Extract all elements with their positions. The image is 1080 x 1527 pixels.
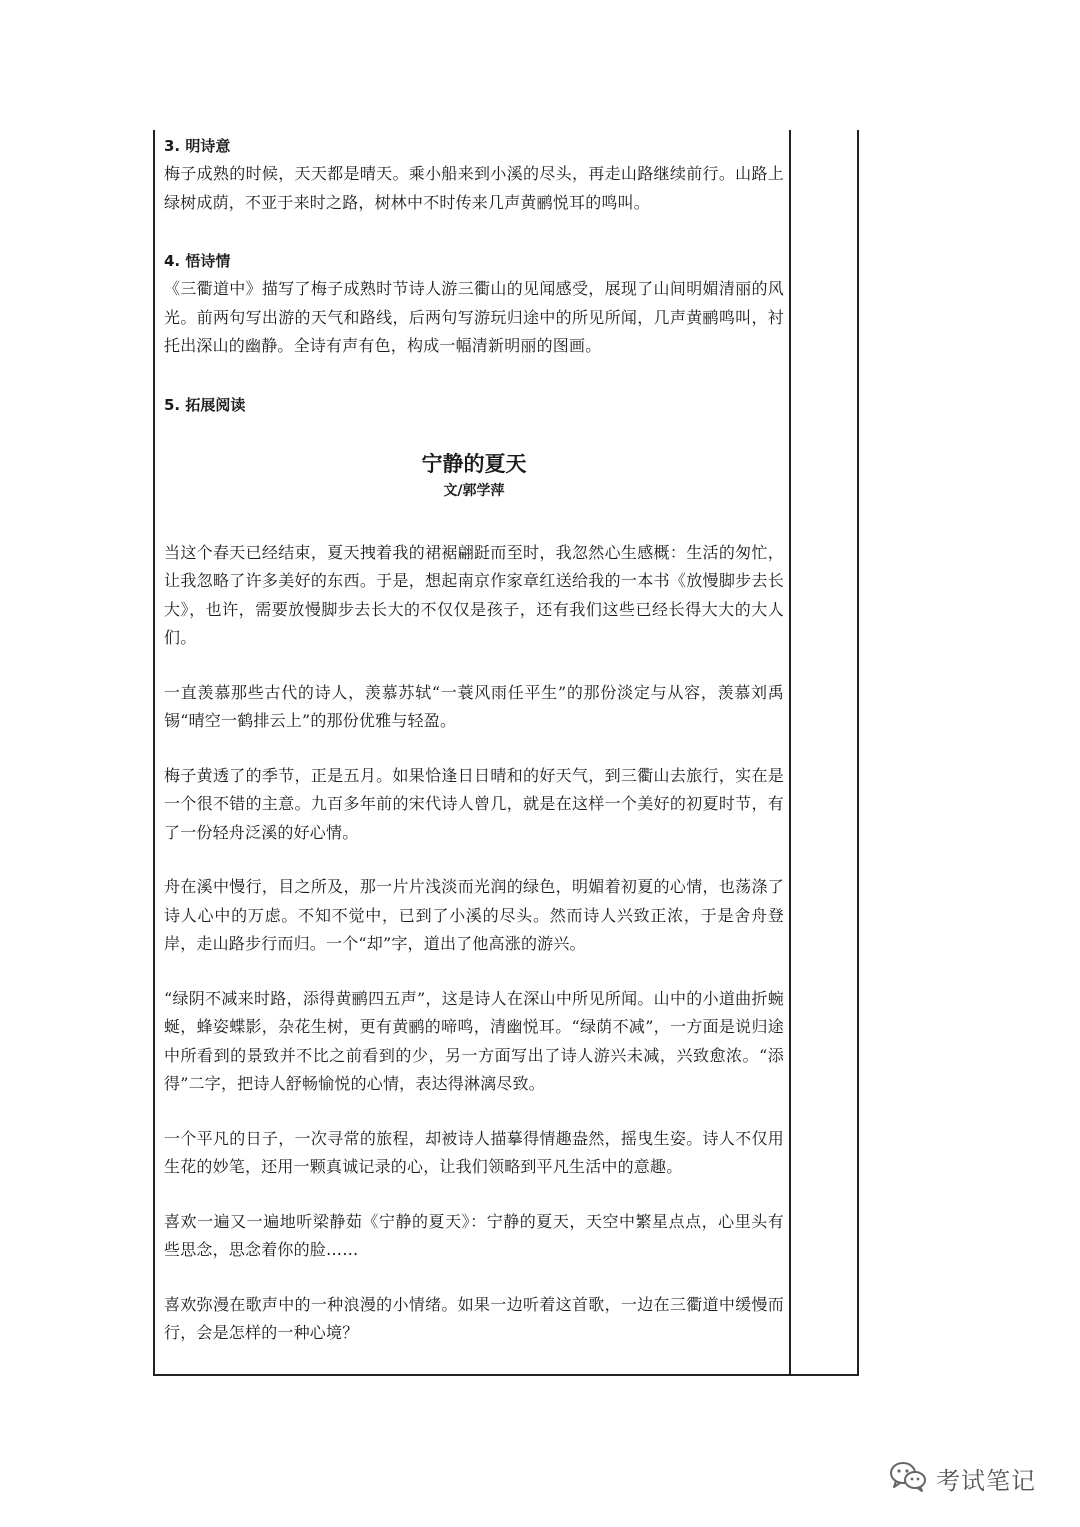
document-content <box>164 132 784 1348</box>
article-paragraph: 梅子黄透了的季节，正是五月。如果恰逢日日晴和的好天气，到三衢山去旅行，实在是一个很不错的主意。九百多年前的宋代诗人曾几，就是在这样一个美好的初夏时节，有了一份轻舟泛溪的好心情。 <box>164 765 784 842</box>
section-heading: 3. 明诗意 <box>164 137 231 155</box>
paragraph: 《三衢道中》描写了梅子成熟时节诗人游三衢山的见闻感受，展现了山间明媚清丽的风光。前两句写出游的天气和路线，后两句写游玩归途中的所见所闻，几声黄鹂鸣叫，衬托出深山的幽静。全诗有声有色，构成一幅清新明丽的图画。 <box>164 279 784 355</box>
article-paragraph: 一个平凡的日子，一次寻常的旅程，却被诗人描摹得情趣盎然，摇曳生姿。诗人不仅用生花的妙笔，还用一颗真诚记录的心，让我们领略到平凡生活中的意趣。 <box>164 1128 784 1176</box>
article-paragraph: 喜欢弥漫在歌声中的一种浪漫的小情绪。如果一边听着这首歌，一边在三衢道中缓慢而行，会是怎样的一种心境？ <box>164 1294 784 1342</box>
article-paragraph: 一直羡慕那些古代的诗人，羡慕苏轼“一蓑风雨任平生”的那份淡定与从容，羡慕刘禹锡“晴空一鹤排云上”的那份优雅与轻盈。 <box>164 682 784 730</box>
article <box>164 449 784 1348</box>
section-5 <box>164 391 784 419</box>
article-author: 文/郭学萍 <box>443 482 505 499</box>
article-paragraph: “绿阴不减来时路，添得黄鹂四五声”，这是诗人在深山中所见所闻。山中的小道曲折蜿蜒，蜂姿蝶影，杂花生树，更有黄鹂的啼鸣，清幽悦耳。“绿荫不减”，一方面是说归途中所看到的景致并不比之前看到的少，另一方面写出了诗人游兴未减，兴致愈浓。“添得”二字，把诗人舒畅愉悦的心情，表达得淋漓尽致。 <box>164 988 784 1093</box>
section-heading: 4. 悟诗情 <box>164 252 231 270</box>
watermark <box>888 1458 1036 1498</box>
section-heading: 5. 拓展阅读 <box>164 395 246 414</box>
article-paragraph: 当这个春天已经结束，夏天拽着我的裙裾翩跹而至时，我忽然心生感概：生活的匆忙，让我忽略了许多美好的东西。于是，想起南京作家章红送给我的一本书《放慢脚步去长大》，也许，需要放慢脚步去长大的不仅仅是孩子，还有我们这些已经长得大大的大人们。 <box>164 542 784 647</box>
article-paragraph: 舟在溪中慢行，目之所及，那一片片浅淡而光润的绿色，明媚着初夏的心情，也荡涤了诗人心中的万虑。不知不觉中，已到了小溪的尽头。然而诗人兴致正浓，于是舍舟登岸，走山路步行而归。一个“却”字，道出了他高涨的游兴。 <box>164 877 784 953</box>
paragraph: 梅子成熟的时候，天天都是晴天。乘小船来到小溪的尽头，再走山路继续前行。山路上绿树成荫，不亚于来时之路，树林中不时传来几声黄鹂悦耳的鸣叫。 <box>164 164 784 212</box>
wechat-icon <box>888 1459 928 1497</box>
section-3 <box>164 132 784 217</box>
watermark-text: 考试笔记 <box>936 1466 1036 1495</box>
section-4 <box>164 247 784 361</box>
article-title: 宁静的夏天 <box>421 451 527 476</box>
table-column-divider <box>789 130 791 1376</box>
article-paragraph: 喜欢一遍又一遍地听梁静茹《宁静的夏天》：宁静的夏天，天空中繁星点点，心里头有些思念，思念着你的脸…… <box>164 1211 784 1259</box>
